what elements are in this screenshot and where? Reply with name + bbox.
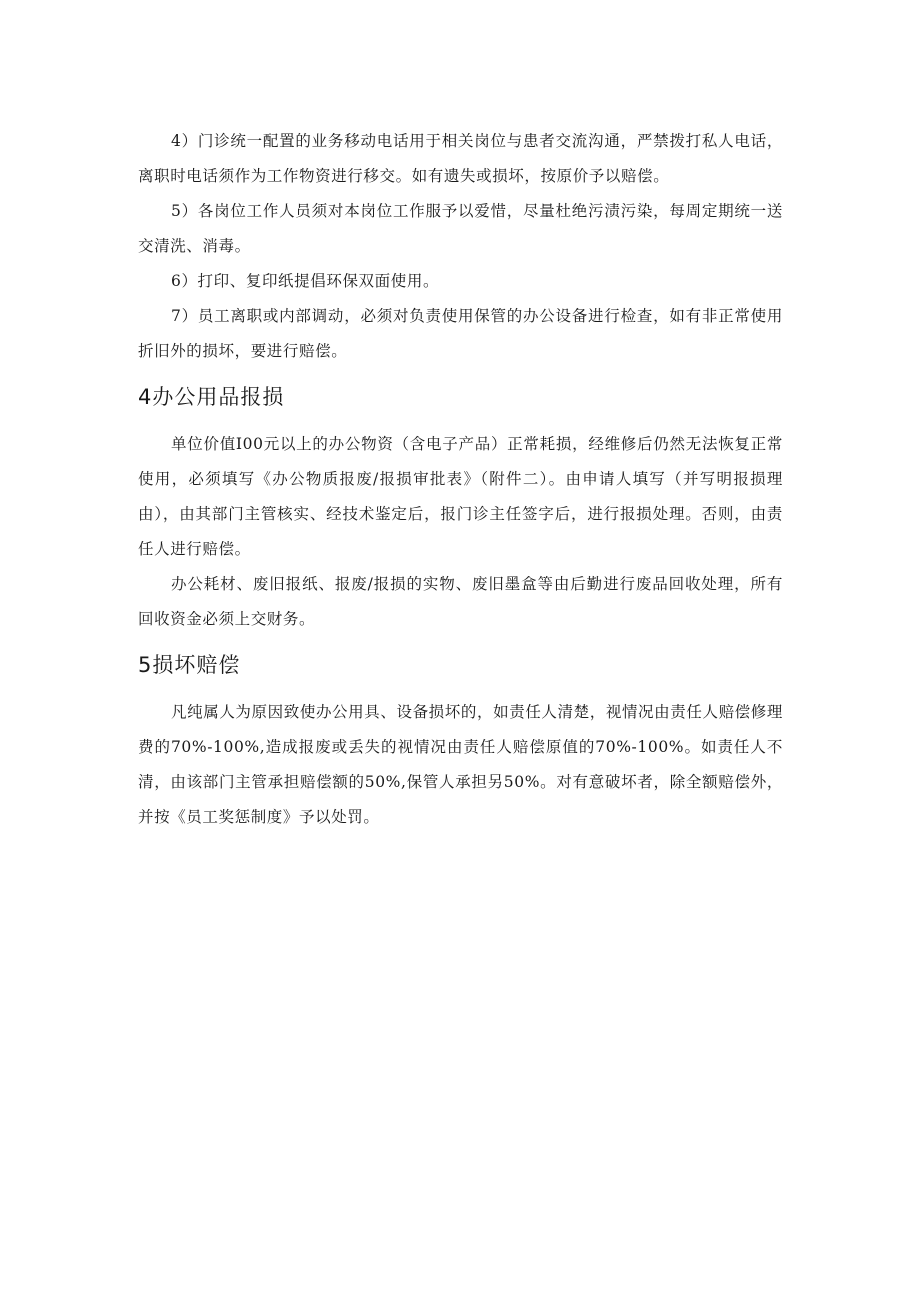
section-heading-office-supplies-loss: 4办公用品报损	[138, 385, 285, 409]
document-body	[138, 124, 783, 835]
section-office-supplies-loss	[138, 427, 783, 637]
rule-item-6: 6）打印、复印纸提倡环保双面使用。	[171, 272, 440, 290]
section-paragraph: 办公耗材、废旧报纸、报废/报损的实物、废旧墨盒等由后勤进行废品回收处理，所有回收资金必须上交财务。	[138, 575, 783, 628]
rule-item-4: 4）门诊统一配置的业务移动电话用于相关岗位与患者交流沟通，严禁拨打私人电话，离职时电话须作为工作物资进行移交。如有遗失或损坏，按原价予以赔偿。	[138, 132, 783, 185]
section-heading-damage-compensation: 5损坏赔偿	[138, 653, 241, 677]
rules-list	[138, 124, 783, 369]
section-paragraph: 单位价值I00元以上的办公物资（含电子产品）正常耗损，经维修后仍然无法恢复正常使用，必须填写《办公物质报废/报损审批表》（附件二）。由申请人填写（并写明报损理由），由其部门主管核实、经技术鉴定后，报门诊主任签字后，进行报损处理。否则，由责任人进行赔偿。	[138, 435, 783, 558]
section-paragraph: 凡纯属人为原因致使办公用具、设备损坏的，如责任人清楚，视情况由责任人赔偿修理费的70%-100%,造成报废或丢失的视情况由责任人赔偿原值的70%-100%。如责任人不清，由该部门主管承担赔偿额的50%,保管人承担另50%。对有意破坏者，除全额赔偿外，并按《员工奖惩制度》予以处罚。	[138, 703, 783, 826]
rule-item-5: 5）各岗位工作人员须对本岗位工作服予以爱惜，尽量杜绝污渍污染，每周定期统一送交清洗、消毒。	[138, 202, 783, 255]
section-damage-compensation	[138, 695, 783, 835]
rule-item-7: 7）员工离职或内部调动，必须对负责使用保管的办公设备进行检查，如有非正常使用折旧外的损坏，要进行赔偿。	[138, 307, 783, 360]
